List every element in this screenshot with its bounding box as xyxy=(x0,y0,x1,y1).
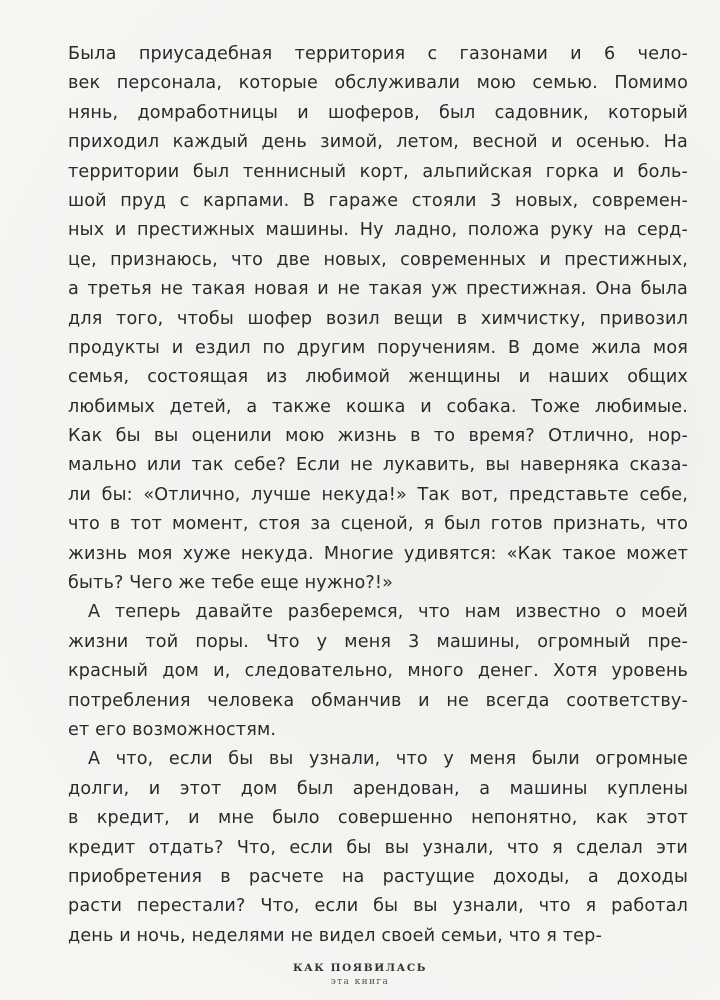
text-line: век персонала, которые обслуживали мою семью. Помимо xyxy=(68,73,688,94)
paragraph xyxy=(68,40,688,598)
text-line: жизни той поры. Что у меня 3 машины, огромный пре- xyxy=(68,631,688,652)
text-line: для того, чтобы шофер возил вещи в химчистку, привозил xyxy=(68,308,688,329)
text-line: мально или так себе? Если не лукавить, вы наверняка сказа- xyxy=(68,455,688,476)
text-line: территории был теннисный корт, альпийская горка и боль- xyxy=(68,161,688,182)
paragraph xyxy=(68,745,688,951)
text-line: день и ночь, неделями не видел своей семьи, что я тер- xyxy=(68,925,602,946)
text-line: расти перестали? Что, если бы вы узнали, что я работал xyxy=(68,896,688,917)
text-line: ных и престижных машины. Ну ладно, положа руку на серд- xyxy=(68,220,688,241)
text-line: в кредит, и мне было совершенно непонятно, как этот xyxy=(68,808,688,829)
text-line: нянь, домработницы и шоферов, был садовник, который xyxy=(68,102,688,123)
text-line: кредит отдать? Что, если бы вы узнали, что я сделал эти xyxy=(68,837,688,858)
text-line: приобретения в расчете на растущие доходы, а доходы xyxy=(68,866,688,887)
body-text xyxy=(68,40,688,951)
text-line: любимых детей, а также кошка и собака. Тоже любимые. xyxy=(68,396,688,417)
text-line: потребления человека обманчив и не всегда соответству- xyxy=(68,690,688,711)
text-line: ет его возможностям. xyxy=(68,719,277,740)
text-line: шой пруд с карпами. В гараже стояли 3 новых, современ- xyxy=(68,190,688,211)
text-line: Была приусадебная территория с газонами и 6 чело- xyxy=(68,44,688,64)
text-line: Как бы вы оценили мою жизнь в то время? Отлично, нор- xyxy=(68,426,688,447)
text-line: долги, и этот дом был арендован, а машины куплены xyxy=(68,778,688,799)
paragraph xyxy=(68,598,688,745)
text-line: семья, состоящая из любимой женщины и наших общих xyxy=(68,367,688,388)
text-line: продукты и ездил по другим поручениям. В доме жила моя xyxy=(68,337,688,358)
text-line: жизнь моя хуже некуда. Многие удивятся: «Как такое может xyxy=(68,543,688,564)
text-line: быть? Чего же тебе еще нужно?!» xyxy=(68,573,394,594)
text-line: красный дом и, следовательно, много денег. Хотя уровень xyxy=(68,661,688,682)
text-line: приходил каждый день зимой, летом, весной и осенью. На xyxy=(68,132,688,153)
text-line: А теперь давайте разберемся, что нам известно о моей xyxy=(88,602,688,623)
text-line: а третья не такая новая и не такая уж престижная. Она была xyxy=(68,279,688,300)
running-footer-subtitle: эта книга xyxy=(330,977,390,987)
text-line: что в тот момент, стоя за сценой, я был готов признать, что xyxy=(68,514,688,535)
text-line: ли бы: «Отлично, лучше некуда!» Так вот, представьте себе, xyxy=(68,484,688,505)
text-line: А что, если бы вы узнали, что у меня были огромные xyxy=(88,749,688,770)
text-line: це, признаюсь, что две новых, современных и престижных, xyxy=(68,249,688,270)
running-footer-title: КАК ПОЯВИЛАСЬ xyxy=(292,962,428,974)
